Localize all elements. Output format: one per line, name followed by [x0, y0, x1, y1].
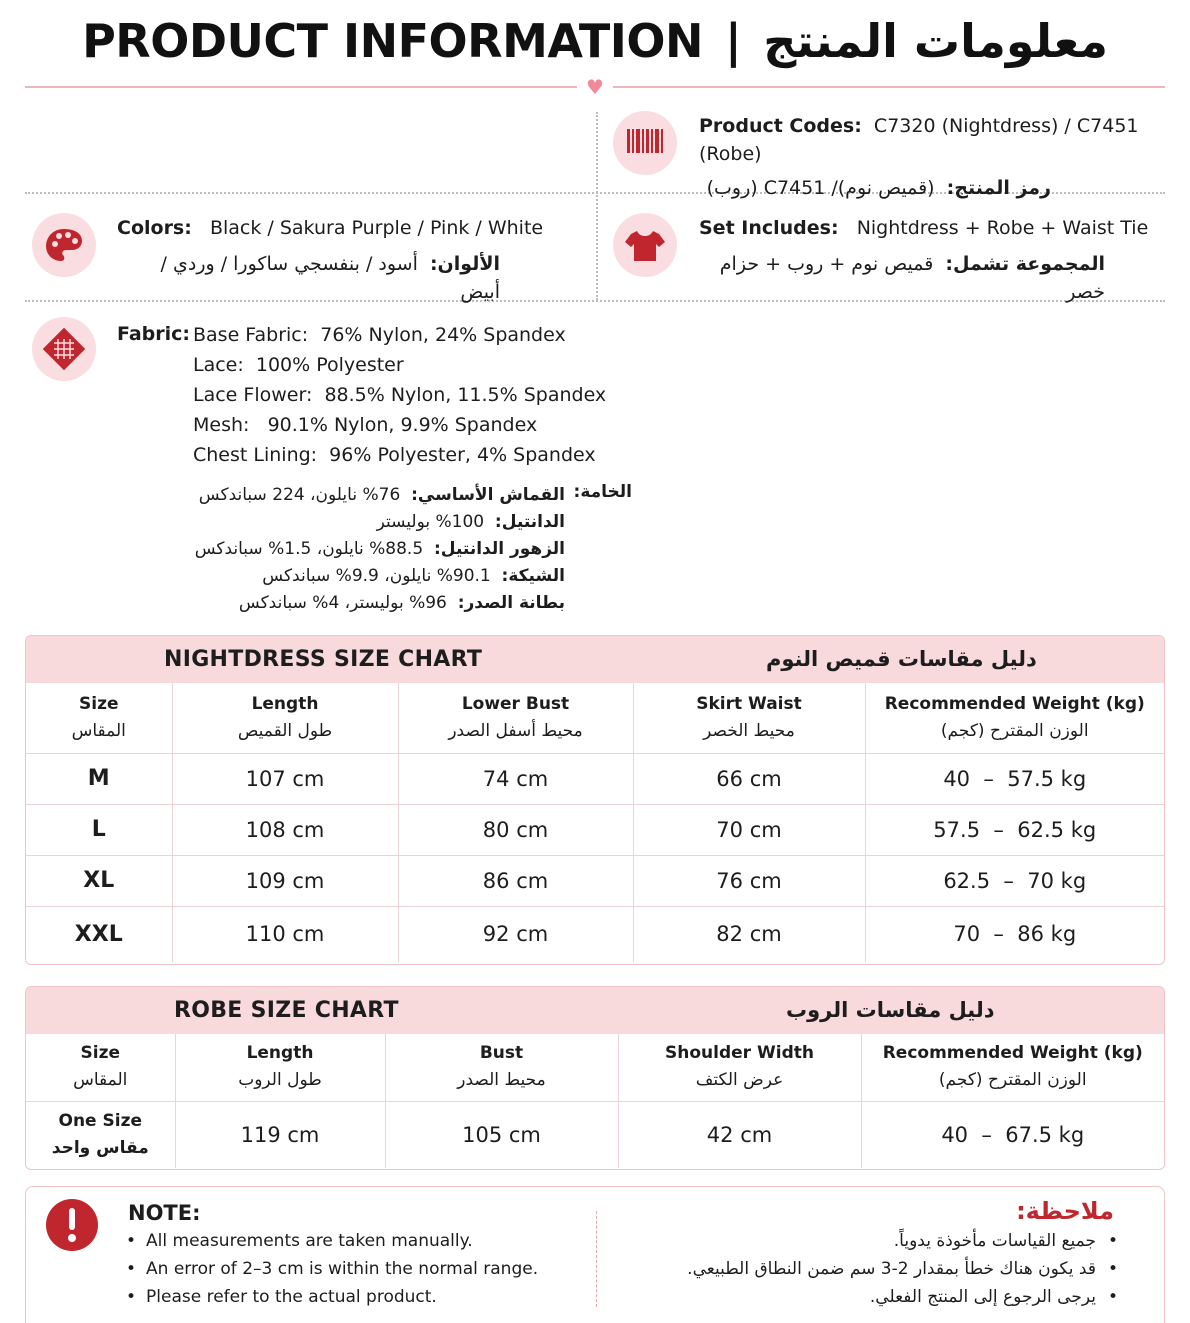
- shoulder-width-cell: 42 cm: [618, 1101, 861, 1168]
- lower-bust-cell: 74 cm: [398, 753, 633, 804]
- colors-value: Black / Sakura Purple / Pink / White: [209, 217, 544, 239]
- column-header: Recommended Weight (kg) الوزن المقترح (كجم): [861, 1034, 1164, 1101]
- fabric-item: [193, 440, 606, 470]
- fabric-label-ar: الخامة:: [573, 482, 632, 502]
- column-header: Length طول القميص: [172, 683, 398, 753]
- column-header: Lower Bust محيط أسفل الصدر: [398, 683, 633, 753]
- product-codes-label-ar: رمز المنتج:: [946, 177, 1051, 199]
- column-header: Length طول الروب: [175, 1034, 385, 1101]
- fabric-item-value: 88.5% Nylon, 11.5% Spandex: [324, 384, 607, 406]
- set-includes-label: Set Includes:: [699, 217, 839, 239]
- fabric-item-value-ar: 96% بوليستر، 4% سباندكس: [238, 593, 447, 613]
- fabric-item-value-ar: 76% نايلون، 224 سباندكس: [198, 485, 401, 505]
- colors-info: [117, 214, 587, 306]
- fabric-label: [117, 320, 190, 348]
- note-item: • An error of 2–3 cm is within the normal range.: [126, 1255, 538, 1283]
- bust-cell: 105 cm: [385, 1101, 618, 1168]
- lower-bust-cell: 86 cm: [398, 855, 633, 906]
- fabric-item-name: Base Fabric:: [193, 324, 309, 346]
- fabric-item-name-ar: الزهور الدانتيل:: [433, 539, 565, 559]
- title-separator: |: [724, 14, 742, 68]
- fabric-item-value: 76% Nylon, 24% Spandex: [320, 324, 566, 346]
- product-codes: [699, 112, 1169, 202]
- weight-cell: 62.5 – 70 kg: [865, 855, 1164, 906]
- robe-size-chart: [25, 986, 1165, 1170]
- tshirt-icon: [613, 213, 677, 277]
- fabric-item-value-ar: 88.5% نايلون، 1.5% سباندكس: [194, 539, 424, 559]
- size-cell: One Size مقاس واحد: [26, 1101, 175, 1168]
- fabric-item-name: Mesh:: [193, 414, 250, 436]
- palette-icon: [32, 213, 96, 277]
- table-row: [26, 804, 1164, 855]
- fabric-item: [193, 380, 606, 410]
- product-codes-value-ar: (قميص نوم)/ C7451 (روب): [706, 177, 935, 199]
- column-header: Bust محيط الصدر: [385, 1034, 618, 1101]
- weight-cell: 40 – 67.5 kg: [861, 1101, 1164, 1168]
- info-divider-vertical: [596, 112, 598, 300]
- nightdress-chart-header: [26, 636, 1164, 683]
- table-header-row: [26, 1034, 1164, 1101]
- fabric-item-value-ar: 90.1% نايلون، 9.9% سباندكس: [262, 566, 491, 586]
- length-cell: 107 cm: [172, 753, 398, 804]
- nightdress-size-chart: [25, 635, 1165, 965]
- note-item-ar: • جميع القياسات مأخوذة يدوياً.: [687, 1227, 1118, 1255]
- size-cell: M: [26, 753, 172, 804]
- fabric-item-ar: [150, 482, 565, 509]
- fabric-item: [193, 320, 606, 350]
- table-row: [26, 855, 1164, 906]
- fabric-item-name-ar: بطانة الصدر:: [457, 593, 565, 613]
- set-includes-value-ar: قميص نوم + روب + حزام خصر: [719, 253, 1105, 303]
- robe-chart-header: [26, 987, 1164, 1034]
- column-header: Shoulder Width عرض الكتف: [618, 1034, 861, 1101]
- size-cell: XL: [26, 855, 172, 906]
- size-cell: L: [26, 804, 172, 855]
- set-includes: [699, 214, 1169, 306]
- set-includes-label-ar: المجموعة تشمل:: [945, 253, 1105, 275]
- lower-bust-cell: 80 cm: [398, 804, 633, 855]
- page-title: [0, 14, 1190, 68]
- exclamation-icon: [46, 1199, 98, 1251]
- fabric-item-value-ar: 100% بوليستر: [376, 512, 485, 532]
- fabric-item-name-ar: القماش الأساسي:: [411, 485, 565, 505]
- title-english: PRODUCT INFORMATION: [82, 14, 703, 68]
- weight-cell: 40 – 57.5 kg: [865, 753, 1164, 804]
- product-codes-label: Product Codes:: [699, 115, 862, 137]
- column-header: Skirt Waist محيط الخصر: [633, 683, 865, 753]
- robe-chart-title-ar: دليل مقاسات الروب: [786, 998, 995, 1022]
- product-codes-value: C7320 (Nightdress) / C7451 (Robe): [699, 115, 1139, 165]
- fabric-item-name: Lace:: [193, 354, 244, 376]
- robe-chart-title: ROBE SIZE CHART: [174, 998, 399, 1023]
- note-divider: [596, 1211, 597, 1307]
- nightdress-table: [26, 683, 1164, 962]
- lower-bust-cell: 92 cm: [398, 906, 633, 962]
- length-cell: 119 cm: [175, 1101, 385, 1168]
- skirt-waist-cell: 66 cm: [633, 753, 865, 804]
- table-header-row: [26, 683, 1164, 753]
- note-item: • All measurements are taken manually.: [126, 1227, 538, 1255]
- column-header: Size المقاس: [26, 1034, 175, 1101]
- fabric-item: [193, 410, 606, 440]
- note-item: • Please refer to the actual product.: [126, 1283, 538, 1311]
- fabric-item-ar: [150, 509, 565, 536]
- skirt-waist-cell: 76 cm: [633, 855, 865, 906]
- fabric-list-ar: [150, 482, 565, 617]
- note-item-ar: • قد يكون هناك خطأ بمقدار 2-3 سم ضمن النطاق الطبيعي.: [687, 1255, 1118, 1283]
- table-row: [26, 906, 1164, 962]
- barcode-icon: [613, 111, 677, 175]
- colors-label-ar: الألوان:: [429, 253, 500, 275]
- robe-table: [26, 1034, 1164, 1168]
- note-item-ar: • يرجى الرجوع إلى المنتج الفعلي.: [687, 1283, 1118, 1311]
- fabric-item-value: 100% Polyester: [255, 354, 404, 376]
- length-cell: 108 cm: [172, 804, 398, 855]
- length-cell: 110 cm: [172, 906, 398, 962]
- title-divider-right: [613, 86, 1165, 88]
- skirt-waist-cell: 70 cm: [633, 804, 865, 855]
- fabric-icon: [32, 317, 96, 381]
- weight-cell: 57.5 – 62.5 kg: [865, 804, 1164, 855]
- weight-cell: 70 – 86 kg: [865, 906, 1164, 962]
- column-header: Recommended Weight (kg) الوزن المقترح (كجم): [865, 683, 1164, 753]
- table-row: [26, 753, 1164, 804]
- fabric-item-ar: [150, 563, 565, 590]
- table-row: [26, 1101, 1164, 1168]
- fabric-item-name: Chest Lining:: [193, 444, 318, 466]
- size-cell: XXL: [26, 906, 172, 962]
- fabric-item-name: Lace Flower:: [193, 384, 313, 406]
- set-includes-value: Nightdress + Robe + Waist Tie: [856, 217, 1149, 239]
- column-header: Size المقاس: [26, 683, 172, 753]
- fabric-label-text: Fabric:: [117, 323, 191, 345]
- fabric-item-value: 96% Polyester, 4% Spandex: [329, 444, 596, 466]
- heart-icon: ♥: [586, 75, 604, 99]
- skirt-waist-cell: 82 cm: [633, 906, 865, 962]
- note-title: NOTE:: [128, 1201, 201, 1225]
- colors-value-ar: أسود / بنفسجي ساكورا / وردي / أبيض: [160, 253, 500, 303]
- fabric-item-value: 90.1% Nylon, 9.9% Spandex: [267, 414, 538, 436]
- title-divider-left: [25, 86, 577, 88]
- fabric-item-ar: [150, 536, 565, 563]
- note-list-ar: [687, 1227, 1118, 1311]
- note-list: [126, 1227, 538, 1311]
- note-title-ar: ملاحظة:: [1016, 1197, 1114, 1225]
- fabric-item-name-ar: الشيكة:: [501, 566, 565, 586]
- colors-label: Colors:: [117, 217, 192, 239]
- nightdress-chart-title-ar: دليل مقاسات قميص النوم: [766, 647, 1037, 671]
- note-panel: [25, 1186, 1165, 1323]
- fabric-item: [193, 350, 606, 380]
- nightdress-chart-title: NIGHTDRESS SIZE CHART: [164, 647, 483, 672]
- fabric-item-ar: [150, 590, 565, 617]
- length-cell: 109 cm: [172, 855, 398, 906]
- fabric-list-en: [193, 320, 606, 470]
- fabric-item-name-ar: الدانتيل:: [494, 512, 565, 532]
- title-arabic: معلومات المنتج: [763, 14, 1108, 68]
